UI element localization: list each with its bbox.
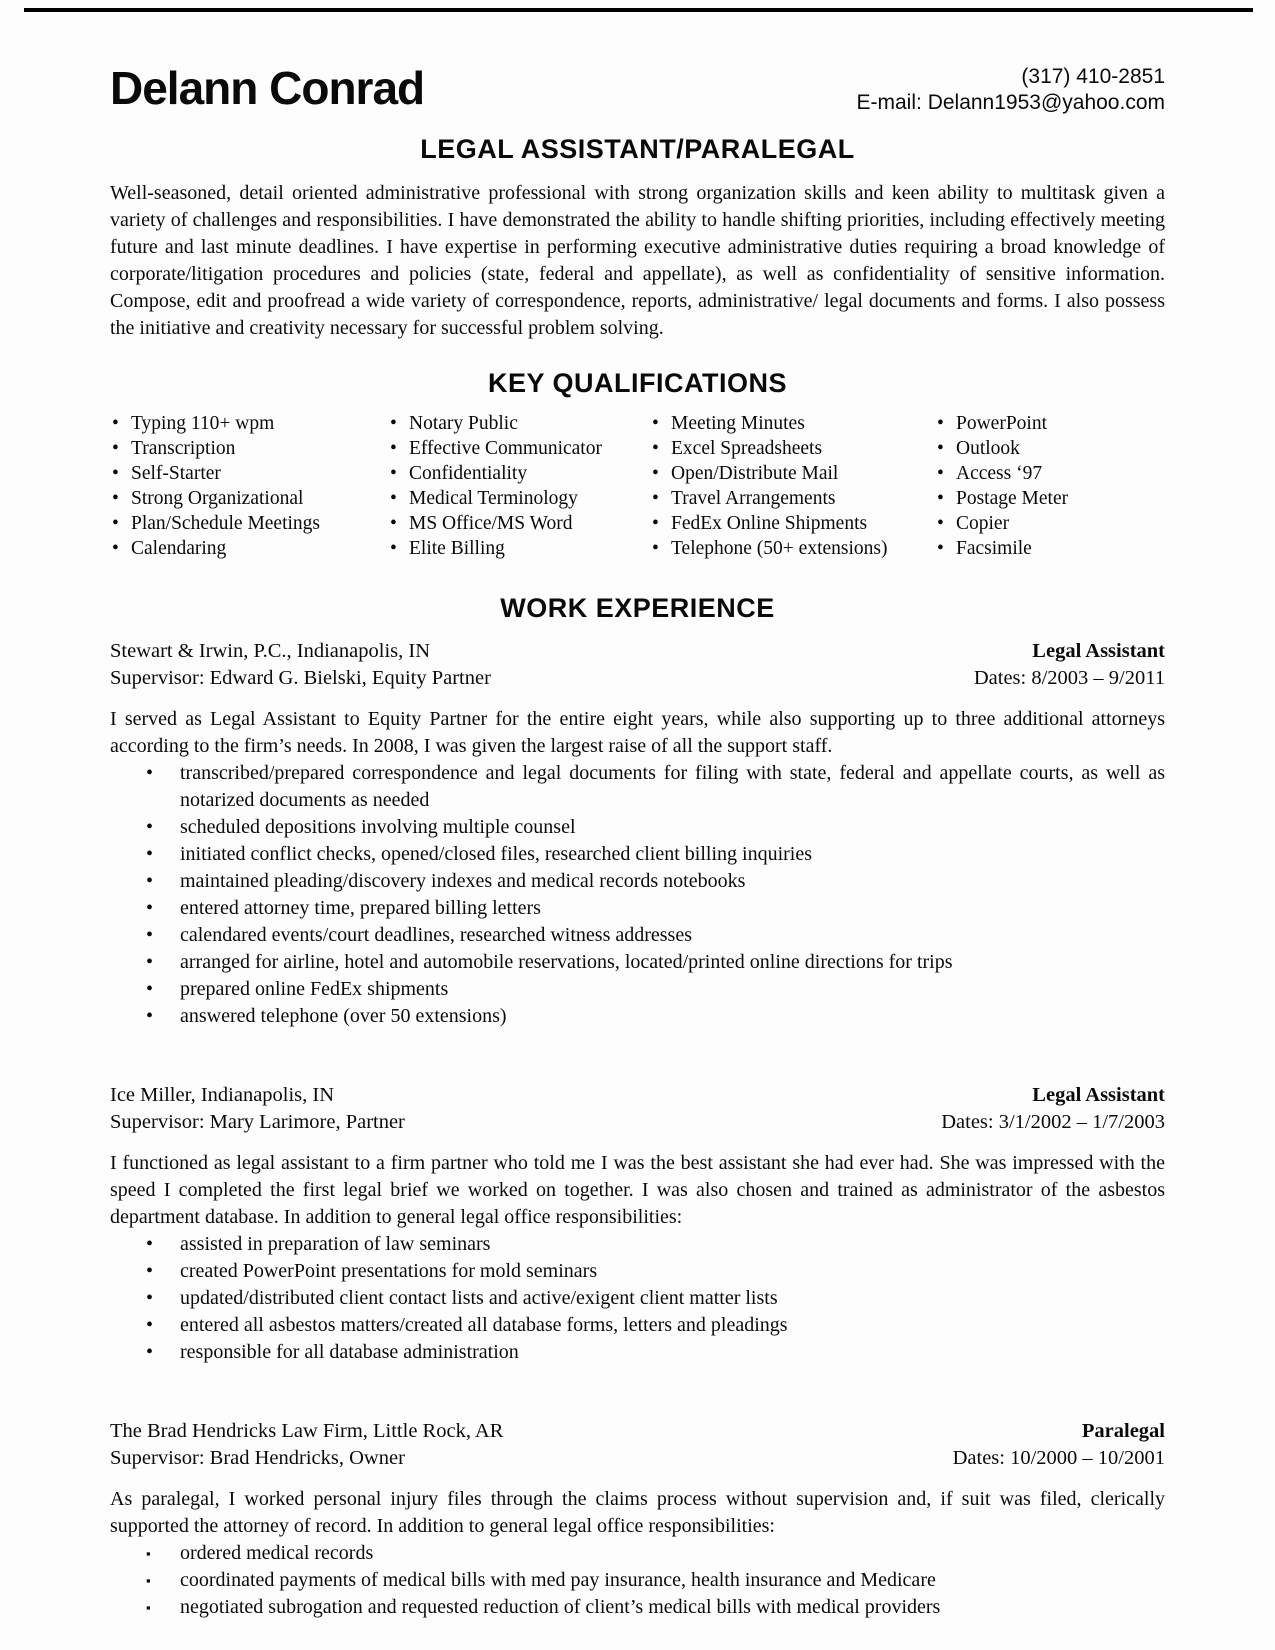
round-bullet-icon: • bbox=[112, 438, 119, 459]
qualification-item bbox=[935, 411, 1165, 436]
round-bullet-icon: • bbox=[652, 513, 659, 534]
round-bullet-icon: • bbox=[146, 1314, 154, 1336]
qualification-label: Elite Billing bbox=[409, 538, 505, 559]
qualification-item bbox=[388, 511, 650, 536]
qualification-item bbox=[110, 436, 388, 461]
job-bullet bbox=[110, 922, 1165, 949]
round-bullet-icon: • bbox=[652, 463, 659, 484]
square-bullet-icon: ▪ bbox=[146, 1600, 151, 1615]
job-bullet bbox=[110, 760, 1165, 814]
qualification-item bbox=[388, 411, 650, 436]
round-bullet-icon: • bbox=[146, 978, 154, 1000]
round-bullet-icon: • bbox=[390, 513, 397, 534]
qualification-label: Open/Distribute Mail bbox=[671, 463, 839, 484]
job-subheader-row bbox=[110, 1445, 1165, 1472]
dates-line: Dates: 10/2000 – 10/2001 bbox=[952, 1447, 1165, 1469]
qualification-item bbox=[935, 536, 1165, 561]
round-bullet-icon: • bbox=[652, 538, 659, 559]
round-bullet-icon: • bbox=[146, 762, 154, 784]
qualification-item bbox=[935, 511, 1165, 536]
email-label: E-mail: bbox=[856, 91, 922, 114]
job-bullet-text: entered all asbestos matters/created all database forms, letters and pleadings bbox=[180, 1314, 788, 1336]
job-bullet bbox=[110, 868, 1165, 895]
qualification-label: Effective Communicator bbox=[409, 438, 602, 459]
qualification-item bbox=[110, 486, 388, 511]
round-bullet-icon: • bbox=[937, 513, 944, 534]
qualification-item bbox=[110, 411, 388, 436]
job-bullet-text: transcribed/prepared correspondence and legal documents for filing with state, federal and appellate courts, as well as notarized documents as needed bbox=[180, 762, 1165, 811]
job-bullet-text: arranged for airline, hotel and automobile reservations, located/printed online directions for trips bbox=[180, 951, 953, 973]
round-bullet-icon: • bbox=[652, 438, 659, 459]
qualification-label: MS Office/MS Word bbox=[409, 513, 573, 534]
job-bullet bbox=[110, 1003, 1165, 1030]
round-bullet-icon: • bbox=[652, 413, 659, 434]
phone-number: (317) 410-2851 bbox=[1021, 65, 1165, 88]
candidate-name: Delann Conrad bbox=[110, 62, 425, 114]
qualification-label: Meeting Minutes bbox=[671, 413, 805, 434]
job-description: I functioned as legal assistant to a firm partner who told me I was the best assistant she had ever had. She was impressed with the speed I completed the first legal brief we worked on together. I was also chosen and trained as administrator of the asbestos department database. In addition to general legal office responsibilities: bbox=[110, 1152, 1165, 1228]
qualification-label: Excel Spreadsheets bbox=[671, 438, 823, 459]
qualification-label: FedEx Online Shipments bbox=[671, 513, 868, 534]
section-heading-key-qualifications: KEY QUALIFICATIONS bbox=[487, 368, 787, 398]
header bbox=[110, 64, 1165, 116]
job-title: Legal Assistant bbox=[1032, 640, 1165, 662]
qualification-item bbox=[650, 536, 935, 561]
qualification-item bbox=[650, 436, 935, 461]
job-bullet bbox=[110, 949, 1165, 976]
qualification-label: Travel Arrangements bbox=[671, 488, 836, 509]
qualifications-column-1 bbox=[110, 411, 388, 561]
qualification-item bbox=[650, 461, 935, 486]
round-bullet-icon: • bbox=[146, 1005, 154, 1027]
dates-line: Dates: 8/2003 – 9/2011 bbox=[973, 667, 1165, 689]
qualification-item bbox=[110, 461, 388, 486]
job-entry-stewart-irwin bbox=[110, 638, 1165, 1030]
qualification-label: PowerPoint bbox=[956, 413, 1048, 434]
supervisor-line: Supervisor: Mary Larimore, Partner bbox=[110, 1111, 405, 1133]
job-bullet bbox=[110, 1258, 1165, 1285]
round-bullet-icon: • bbox=[146, 951, 154, 973]
job-title: Paralegal bbox=[1081, 1420, 1165, 1442]
round-bullet-icon: • bbox=[146, 816, 154, 838]
round-bullet-icon: • bbox=[937, 463, 944, 484]
job-bullet-text: assisted in preparation of law seminars bbox=[180, 1233, 491, 1255]
round-bullet-icon: • bbox=[937, 413, 944, 434]
qualification-item bbox=[110, 536, 388, 561]
job-bullet bbox=[110, 895, 1165, 922]
qualification-item bbox=[935, 486, 1165, 511]
round-bullet-icon: • bbox=[112, 513, 119, 534]
job-title: Legal Assistant bbox=[1032, 1084, 1165, 1106]
job-bullet-text: negotiated subrogation and requested reduction of client’s medical bills with medical providers bbox=[180, 1596, 941, 1618]
job-bullet-text: entered attorney time, prepared billing letters bbox=[180, 897, 541, 919]
job-bullet-text: updated/distributed client contact lists and active/exigent client matter lists bbox=[180, 1287, 778, 1309]
square-bullet-icon: ▪ bbox=[146, 1546, 151, 1561]
job-bullet-list bbox=[110, 760, 1165, 1030]
qualification-item bbox=[388, 536, 650, 561]
job-bullet-list bbox=[110, 1231, 1165, 1366]
qualifications-column-2 bbox=[388, 411, 650, 561]
job-bullet bbox=[110, 1540, 1165, 1567]
job-header-row bbox=[110, 1418, 1165, 1445]
job-description: As paralegal, I worked personal injury files through the claims process without supervision and, if suit was filed, clerically supported the attorney of record. In addition to general legal office responsibilities: bbox=[110, 1488, 1165, 1537]
contact-block bbox=[857, 64, 1166, 116]
job-bullet-text: answered telephone (over 50 extensions) bbox=[180, 1005, 507, 1027]
job-bullet bbox=[110, 1339, 1165, 1366]
qualification-label: Confidentiality bbox=[409, 463, 528, 484]
qualification-label: Calendaring bbox=[131, 538, 227, 559]
job-bullet-text: coordinated payments of medical bills with med pay insurance, health insurance and Medicare bbox=[180, 1569, 936, 1591]
job-subheader-row bbox=[110, 1109, 1165, 1136]
qualification-label: Typing 110+ wpm bbox=[131, 413, 275, 434]
company-name: Ice Miller, Indianapolis, IN bbox=[110, 1084, 335, 1106]
qualification-item bbox=[650, 411, 935, 436]
round-bullet-icon: • bbox=[146, 1287, 154, 1309]
round-bullet-icon: • bbox=[112, 488, 119, 509]
job-entry-ice-miller bbox=[110, 1082, 1165, 1366]
job-entry-brad-hendricks bbox=[110, 1418, 1165, 1621]
qualification-label: Self-Starter bbox=[131, 463, 221, 484]
round-bullet-icon: • bbox=[146, 1260, 154, 1282]
job-description: I served as Legal Assistant to Equity Partner for the entire eight years, while also supporting up to three additional attorneys according to the firm’s needs. In 2008, I was given the largest raise of all the support staff. bbox=[110, 708, 1165, 757]
email-line bbox=[857, 90, 1166, 116]
supervisor-line: Supervisor: Brad Hendricks, Owner bbox=[110, 1447, 405, 1469]
qualifications-column-3 bbox=[650, 411, 935, 561]
round-bullet-icon: • bbox=[390, 413, 397, 434]
qualification-label: Plan/Schedule Meetings bbox=[131, 513, 321, 534]
qualification-item bbox=[388, 461, 650, 486]
qualification-label: Medical Terminology bbox=[409, 488, 578, 509]
job-bullet bbox=[110, 1594, 1165, 1621]
job-bullet bbox=[110, 1285, 1165, 1312]
round-bullet-icon: • bbox=[937, 488, 944, 509]
job-bullet bbox=[110, 1312, 1165, 1339]
job-bullet bbox=[110, 1567, 1165, 1594]
job-header-row bbox=[110, 1082, 1165, 1109]
section-heading-work-experience: WORK EXPERIENCE bbox=[500, 593, 775, 623]
qualification-label: Copier bbox=[956, 513, 1010, 534]
qualification-item bbox=[110, 511, 388, 536]
round-bullet-icon: • bbox=[390, 538, 397, 559]
round-bullet-icon: • bbox=[390, 463, 397, 484]
round-bullet-icon: • bbox=[146, 897, 154, 919]
qualification-item bbox=[935, 461, 1165, 486]
round-bullet-icon: • bbox=[112, 413, 119, 434]
job-bullet bbox=[110, 1231, 1165, 1258]
supervisor-line: Supervisor: Edward G. Bielski, Equity Partner bbox=[110, 667, 491, 689]
round-bullet-icon: • bbox=[146, 870, 154, 892]
round-bullet-icon: • bbox=[112, 538, 119, 559]
round-bullet-icon: • bbox=[146, 924, 154, 946]
qualification-label: Facsimile bbox=[956, 538, 1032, 559]
job-bullet-text: created PowerPoint presentations for mold seminars bbox=[180, 1260, 598, 1282]
qualification-label: Telephone (50+ extensions) bbox=[671, 538, 888, 559]
round-bullet-icon: • bbox=[146, 843, 154, 865]
job-bullet-text: initiated conflict checks, opened/closed files, researched client billing inquiries bbox=[180, 843, 813, 865]
resume-title: LEGAL ASSISTANT/PARALEGAL bbox=[420, 134, 855, 164]
qualification-label: Access ‘97 bbox=[956, 463, 1043, 484]
qualifications-column-4 bbox=[935, 411, 1165, 561]
qualification-label: Postage Meter bbox=[956, 488, 1069, 509]
email-address: Delann1953@yahoo.com bbox=[927, 91, 1165, 114]
job-bullet bbox=[110, 976, 1165, 1003]
qualification-item bbox=[388, 486, 650, 511]
round-bullet-icon: • bbox=[146, 1341, 154, 1363]
round-bullet-icon: • bbox=[652, 488, 659, 509]
job-subheader-row bbox=[110, 665, 1165, 692]
round-bullet-icon: • bbox=[937, 438, 944, 459]
qualification-label: Outlook bbox=[956, 438, 1020, 459]
job-bullet-text: maintained pleading/discovery indexes and medical records notebooks bbox=[180, 870, 746, 892]
job-bullet-text: prepared online FedEx shipments bbox=[180, 978, 449, 1000]
qualification-item bbox=[388, 436, 650, 461]
square-bullet-icon: ▪ bbox=[146, 1573, 151, 1588]
job-header-row bbox=[110, 638, 1165, 665]
company-name: The Brad Hendricks Law Firm, Little Rock, AR bbox=[110, 1420, 504, 1442]
round-bullet-icon: • bbox=[390, 488, 397, 509]
job-bullet-text: calendared events/court deadlines, researched witness addresses bbox=[180, 924, 693, 946]
qualification-item bbox=[650, 486, 935, 511]
key-qualifications-grid bbox=[110, 411, 1165, 561]
qualification-label: Notary Public bbox=[409, 413, 518, 434]
job-bullet bbox=[110, 814, 1165, 841]
round-bullet-icon: • bbox=[390, 438, 397, 459]
job-bullet-text: scheduled depositions involving multiple counsel bbox=[180, 816, 576, 838]
job-bullet-text: responsible for all database administration bbox=[180, 1341, 519, 1363]
round-bullet-icon: • bbox=[112, 463, 119, 484]
company-name: Stewart & Irwin, P.C., Indianapolis, IN bbox=[110, 640, 430, 662]
page-top-rule bbox=[24, 8, 1253, 12]
job-bullet-text: ordered medical records bbox=[180, 1542, 374, 1564]
job-bullet-list bbox=[110, 1540, 1165, 1621]
qualification-item bbox=[935, 436, 1165, 461]
qualification-label: Transcription bbox=[131, 438, 236, 459]
dates-line: Dates: 3/1/2002 – 1/7/2003 bbox=[941, 1111, 1165, 1133]
summary-paragraph: Well-seasoned, detail oriented administrative professional with strong organization skills and keen ability to multitask given a variety of challenges and responsibilities. I have demonstrated the ability to handle shifting priorities, including effectively meeting future and last minute deadlines. I have expertise in performing executive administrative duties requiring a broad knowledge of corporate/litigation procedures and policies (state, federal and appellate), as well as confidentiality of sensitive information. Compose, edit and proofread a wide variety of correspondence, reports, administrative/ legal documents and forms. I also possess the initiative and creativity necessary for successful problem solving. bbox=[110, 182, 1165, 339]
qualification-label: Strong Organizational bbox=[131, 488, 304, 509]
round-bullet-icon: • bbox=[937, 538, 944, 559]
qualification-item bbox=[650, 511, 935, 536]
round-bullet-icon: • bbox=[146, 1233, 154, 1255]
job-bullet bbox=[110, 841, 1165, 868]
